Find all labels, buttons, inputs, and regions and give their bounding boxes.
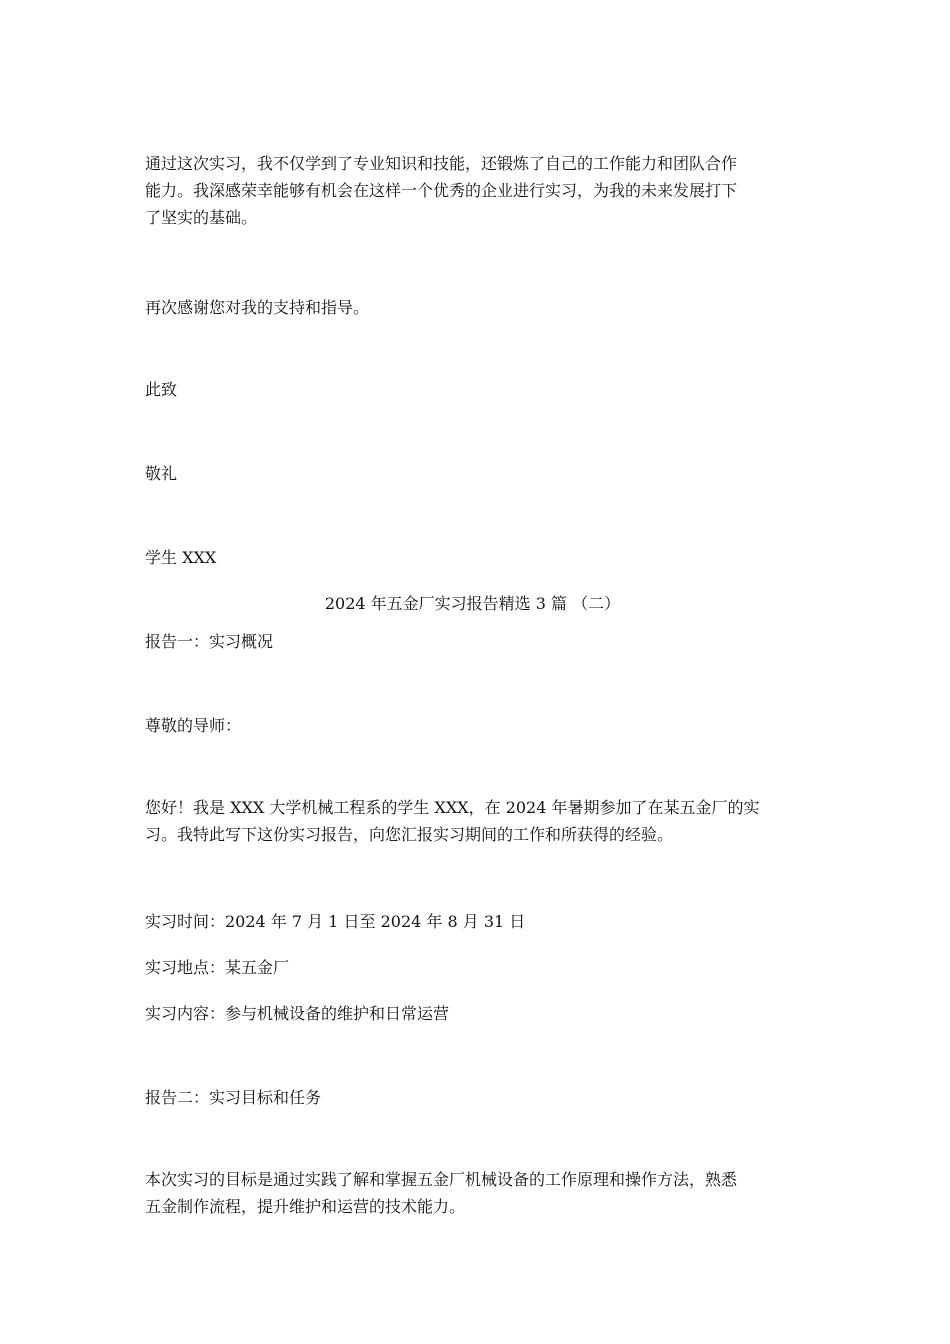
paragraph-line: 通过这次实习，我不仅学到了专业知识和技能，还锻炼了自己的工作能力和团队合作 [145,154,738,173]
internship-time: 实习时间：2024 年 7 月 1 日至 2024 年 8 月 31 日 [145,912,526,931]
paragraph-line: 习。我特此写下这份实习报告，向您汇报实习期间的工作和所获得的经验。 [145,825,674,844]
closing-regards: 敬礼 [145,464,178,483]
paragraph-introduction [145,794,800,848]
paragraph-thanks: 再次感谢您对我的支持和指导。 [145,298,370,317]
signature-student: 学生 XXX [145,548,217,567]
paragraph-line: 本次实习的目标是通过实践了解和掌握五金厂机械设备的工作原理和操作方法，熟悉 [145,1170,738,1189]
paragraph-line: 您好！我是 XXX 大学机械工程系的学生 XXX，在 2024 年暑期参加了在某五金厂的实 [145,798,760,817]
section-title: 2024 年五金厂实习报告精选 3 篇 （二） [324,594,621,613]
report-heading-2: 报告二：实习目标和任务 [145,1088,322,1107]
paragraph-line: 能力。我深感荣幸能够有机会在这样一个优秀的企业进行实习，为我的未来发展打下 [145,181,738,200]
report-heading-1: 报告一：实习概况 [145,632,274,651]
paragraph-internship-gains [145,150,800,231]
paragraph-objectives [145,1166,800,1220]
paragraph-line: 了坚实的基础。 [145,208,258,227]
paragraph-line: 五金制作流程，提升维护和运营的技术能力。 [145,1197,466,1216]
closing-salutation: 此致 [145,380,178,399]
greeting-mentor: 尊敬的导师： [145,716,242,735]
internship-content: 实习内容：参与机械设备的维护和日常运营 [145,1004,450,1023]
internship-location: 实习地点：某五金厂 [145,958,290,977]
